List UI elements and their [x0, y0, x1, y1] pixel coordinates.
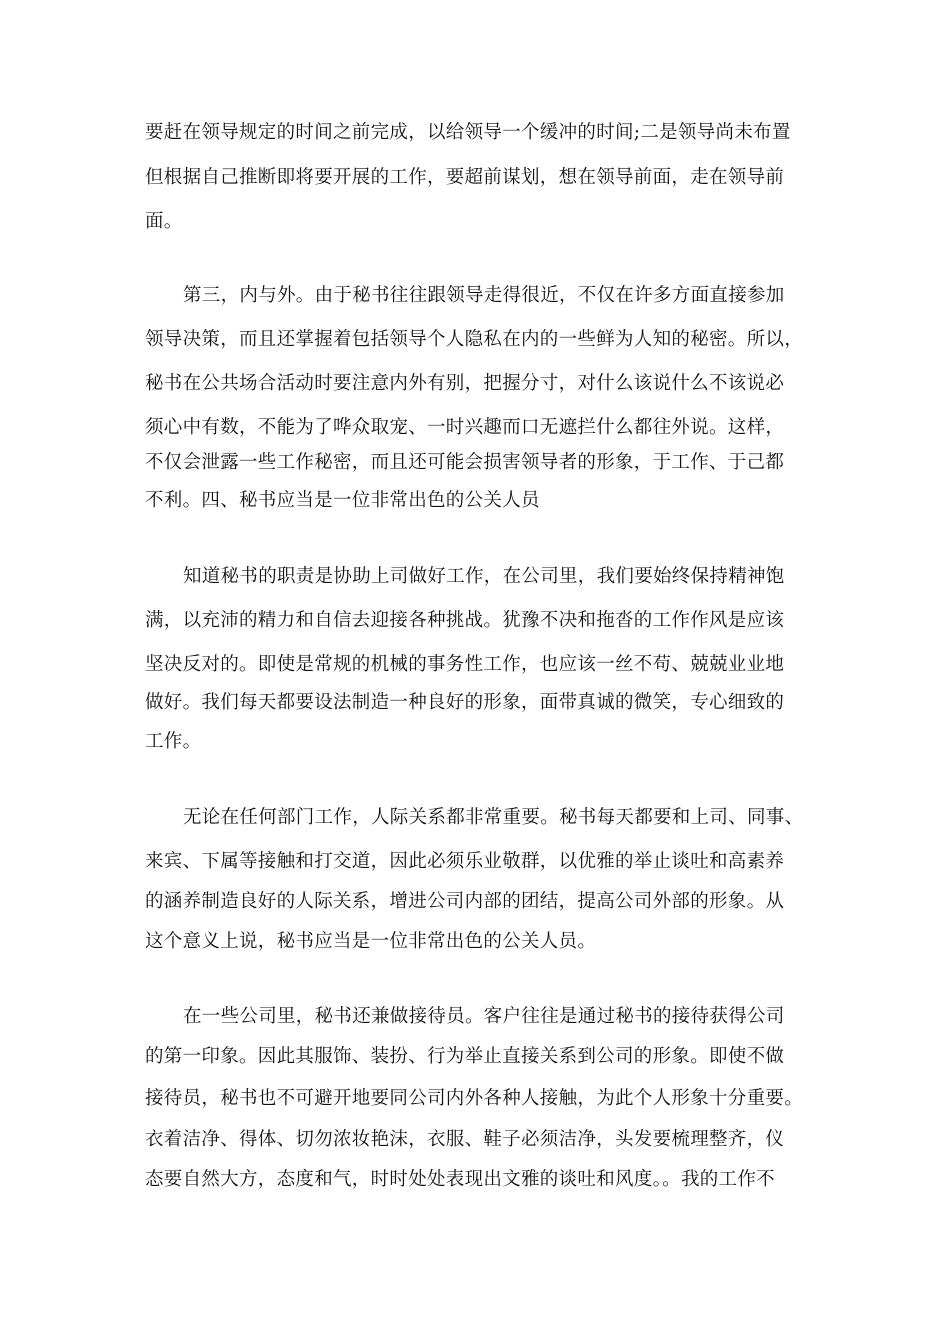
paragraph-1-line-3: 面。: [145, 211, 183, 232]
paragraph-3-line-1: 知道秘书的职责是协助上司做好工作，在公司里，我们要始终保持精神饱: [183, 566, 785, 587]
paragraph-2-line-1: 第三，内与外。由于秘书往往跟领导走得很近，不仅在许多方面直接参加: [183, 285, 785, 306]
paragraph-3-line-3: 坚决反对的。即使是常规的机械的事务性工作，也应该一丝不苟、兢兢业业地: [145, 654, 785, 675]
paragraph-3-line-4: 做好。我们每天都要设法制造一种良好的形象，面带真诚的微笑，专心细致的: [145, 692, 785, 713]
paragraph-2-line-5: 不仅会泄露一些工作秘密，而且还可能会损害领导者的形象，于工作、于己都: [145, 452, 785, 473]
paragraph-1-line-1: 要赶在领导规定的时间之前完成，以给领导一个缓冲的时间;二是领导尚未布置: [145, 122, 791, 143]
paragraph-2-line-6: 不利。四、秘书应当是一位非常出色的公关人员: [145, 490, 540, 511]
paragraph-2-line-2: 领导决策，而且还掌握着包括领导个人隐私在内的一些鲜为人知的秘密。所以，: [145, 329, 804, 350]
paragraph-4-line-2: 来宾、下属等接触和打交道，因此必须乐业敬群，以优雅的举止谈吐和高素养: [145, 851, 785, 872]
paragraph-2-line-4: 须心中有数，不能为了哗众取宠、一时兴趣而口无遮拦什么都往外说。这样，: [145, 417, 785, 438]
paragraph-5-line-5: 态要自然大方，态度和气，时时处处表现出文雅的谈吐和风度。。我的工作不: [145, 1169, 775, 1190]
paragraph-4-line-3: 的涵养制造良好的人际关系，增进公司内部的团结，提高公司外部的形象。从: [145, 891, 785, 912]
paragraph-5-line-4: 衣着洁净、得体、切勿浓妆艳沫，衣服、鞋子必须洁净，头发要梳理整齐，仪: [145, 1129, 785, 1150]
paragraph-5-line-1: 在一些公司里，秘书还兼做接待员。客户往往是通过秘书的接待获得公司: [183, 1006, 785, 1027]
paragraph-5-line-3: 接待员，秘书也不可避开地要同公司内外各种人接触，为此个人形象十分重要。: [145, 1088, 804, 1109]
paragraph-4-line-4: 这个意义上说，秘书应当是一位非常出色的公关人员。: [145, 931, 597, 952]
paragraph-4-line-1: 无论在任何部门工作，人际关系都非常重要。秘书每天都要和上司、同事、: [183, 807, 804, 828]
paragraph-3-line-5: 工作。: [145, 731, 202, 752]
paragraph-1-line-2: 但根据自己推断即将要开展的工作，要超前谋划，想在领导前面，走在领导前: [145, 167, 785, 188]
paragraph-5-line-2: 的第一印象。因此其服饰、装扮、行为举止直接关系到公司的形象。即使不做: [145, 1046, 785, 1067]
paragraph-3-line-2: 满，以充沛的精力和自信去迎接各种挑战。犹豫不决和拖沓的工作作风是应该: [145, 610, 785, 631]
paragraph-2-line-3: 秘书在公共场合活动时要注意内外有别，把握分寸，对什么该说什么不该说必: [145, 373, 785, 394]
